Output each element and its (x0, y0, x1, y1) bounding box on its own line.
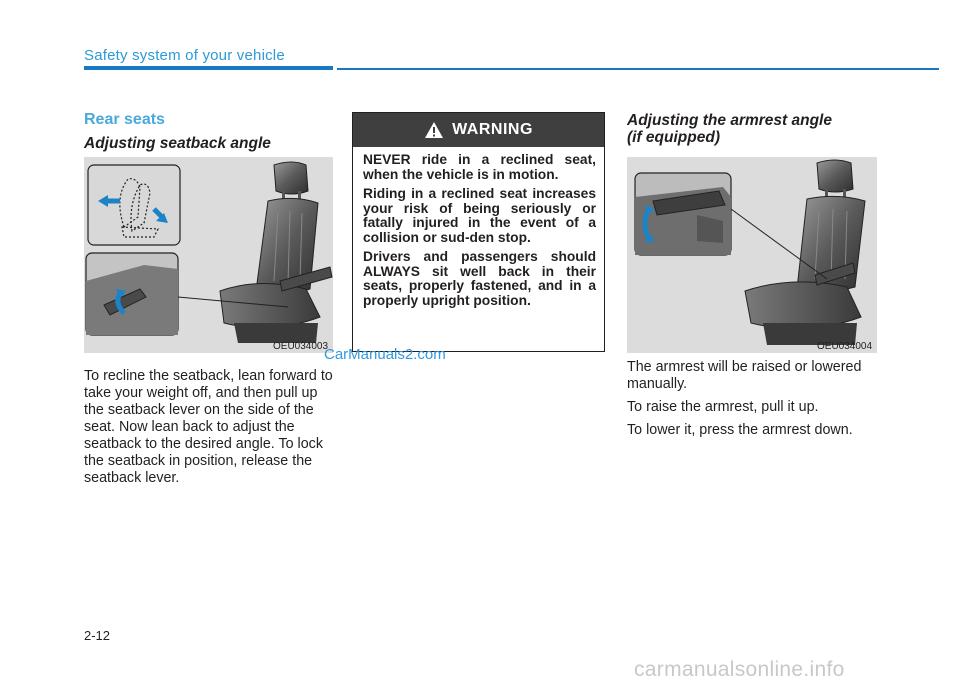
warning-triangle-icon (424, 121, 444, 139)
header-rule-thick (84, 66, 333, 70)
armrest-figure (627, 157, 877, 353)
warning-paragraph: Drivers and passengers should ALWAYS sit well back in their seats, properly fastened, and in a properly upright position. (363, 249, 596, 308)
header-rule-thin (337, 68, 939, 70)
seatback-instructions (84, 368, 334, 493)
warning-body (353, 147, 604, 308)
subhead-armrest-line1: Adjusting the armrest angle (627, 112, 832, 129)
warning-paragraph: Riding in a reclined seat increases your risk of being seriously or fatally injured in the event of a collision or sud-den stop. (363, 186, 596, 245)
armrest-paragraph: The armrest will be raised or lowered manually. (627, 359, 862, 392)
armrest-instructions (627, 359, 879, 445)
seatback-paragraph: To recline the seatback, lean forward to take your weight off, and then pull up the seatback lever on the side of the seat. Now lean back to adjust the seatback to the desired angle. To lock the seatback in position, release the seatback lever. (84, 368, 333, 486)
seatback-illustration (84, 157, 333, 353)
seatback-figure (84, 157, 333, 353)
warning-header (353, 113, 604, 147)
warning-box (352, 112, 605, 352)
watermark-link[interactable]: CarManuals2.com (324, 346, 446, 363)
section-title: Rear seats (84, 111, 165, 128)
subhead-armrest-line2: (if equipped) (627, 129, 720, 146)
warning-heading: WARNING (452, 121, 533, 138)
armrest-paragraph: To raise the armrest, pull it up. (627, 399, 819, 415)
armrest-illustration (627, 157, 877, 353)
running-header: Safety system of your vehicle (84, 47, 285, 64)
warning-paragraph: NEVER ride in a reclined seat, when the vehicle is in motion. (363, 152, 596, 182)
subhead-armrest (627, 112, 832, 146)
page-number: 2-12 (84, 628, 111, 643)
subhead-seatback: Adjusting seatback angle (84, 135, 271, 152)
armrest-paragraph: To lower it, press the armrest down. (627, 422, 853, 438)
figure-code-right: OEU034004 (817, 341, 873, 352)
footer-watermark: carmanualsonline.info (634, 658, 845, 681)
figure-code-left: OEU034003 (273, 341, 329, 352)
